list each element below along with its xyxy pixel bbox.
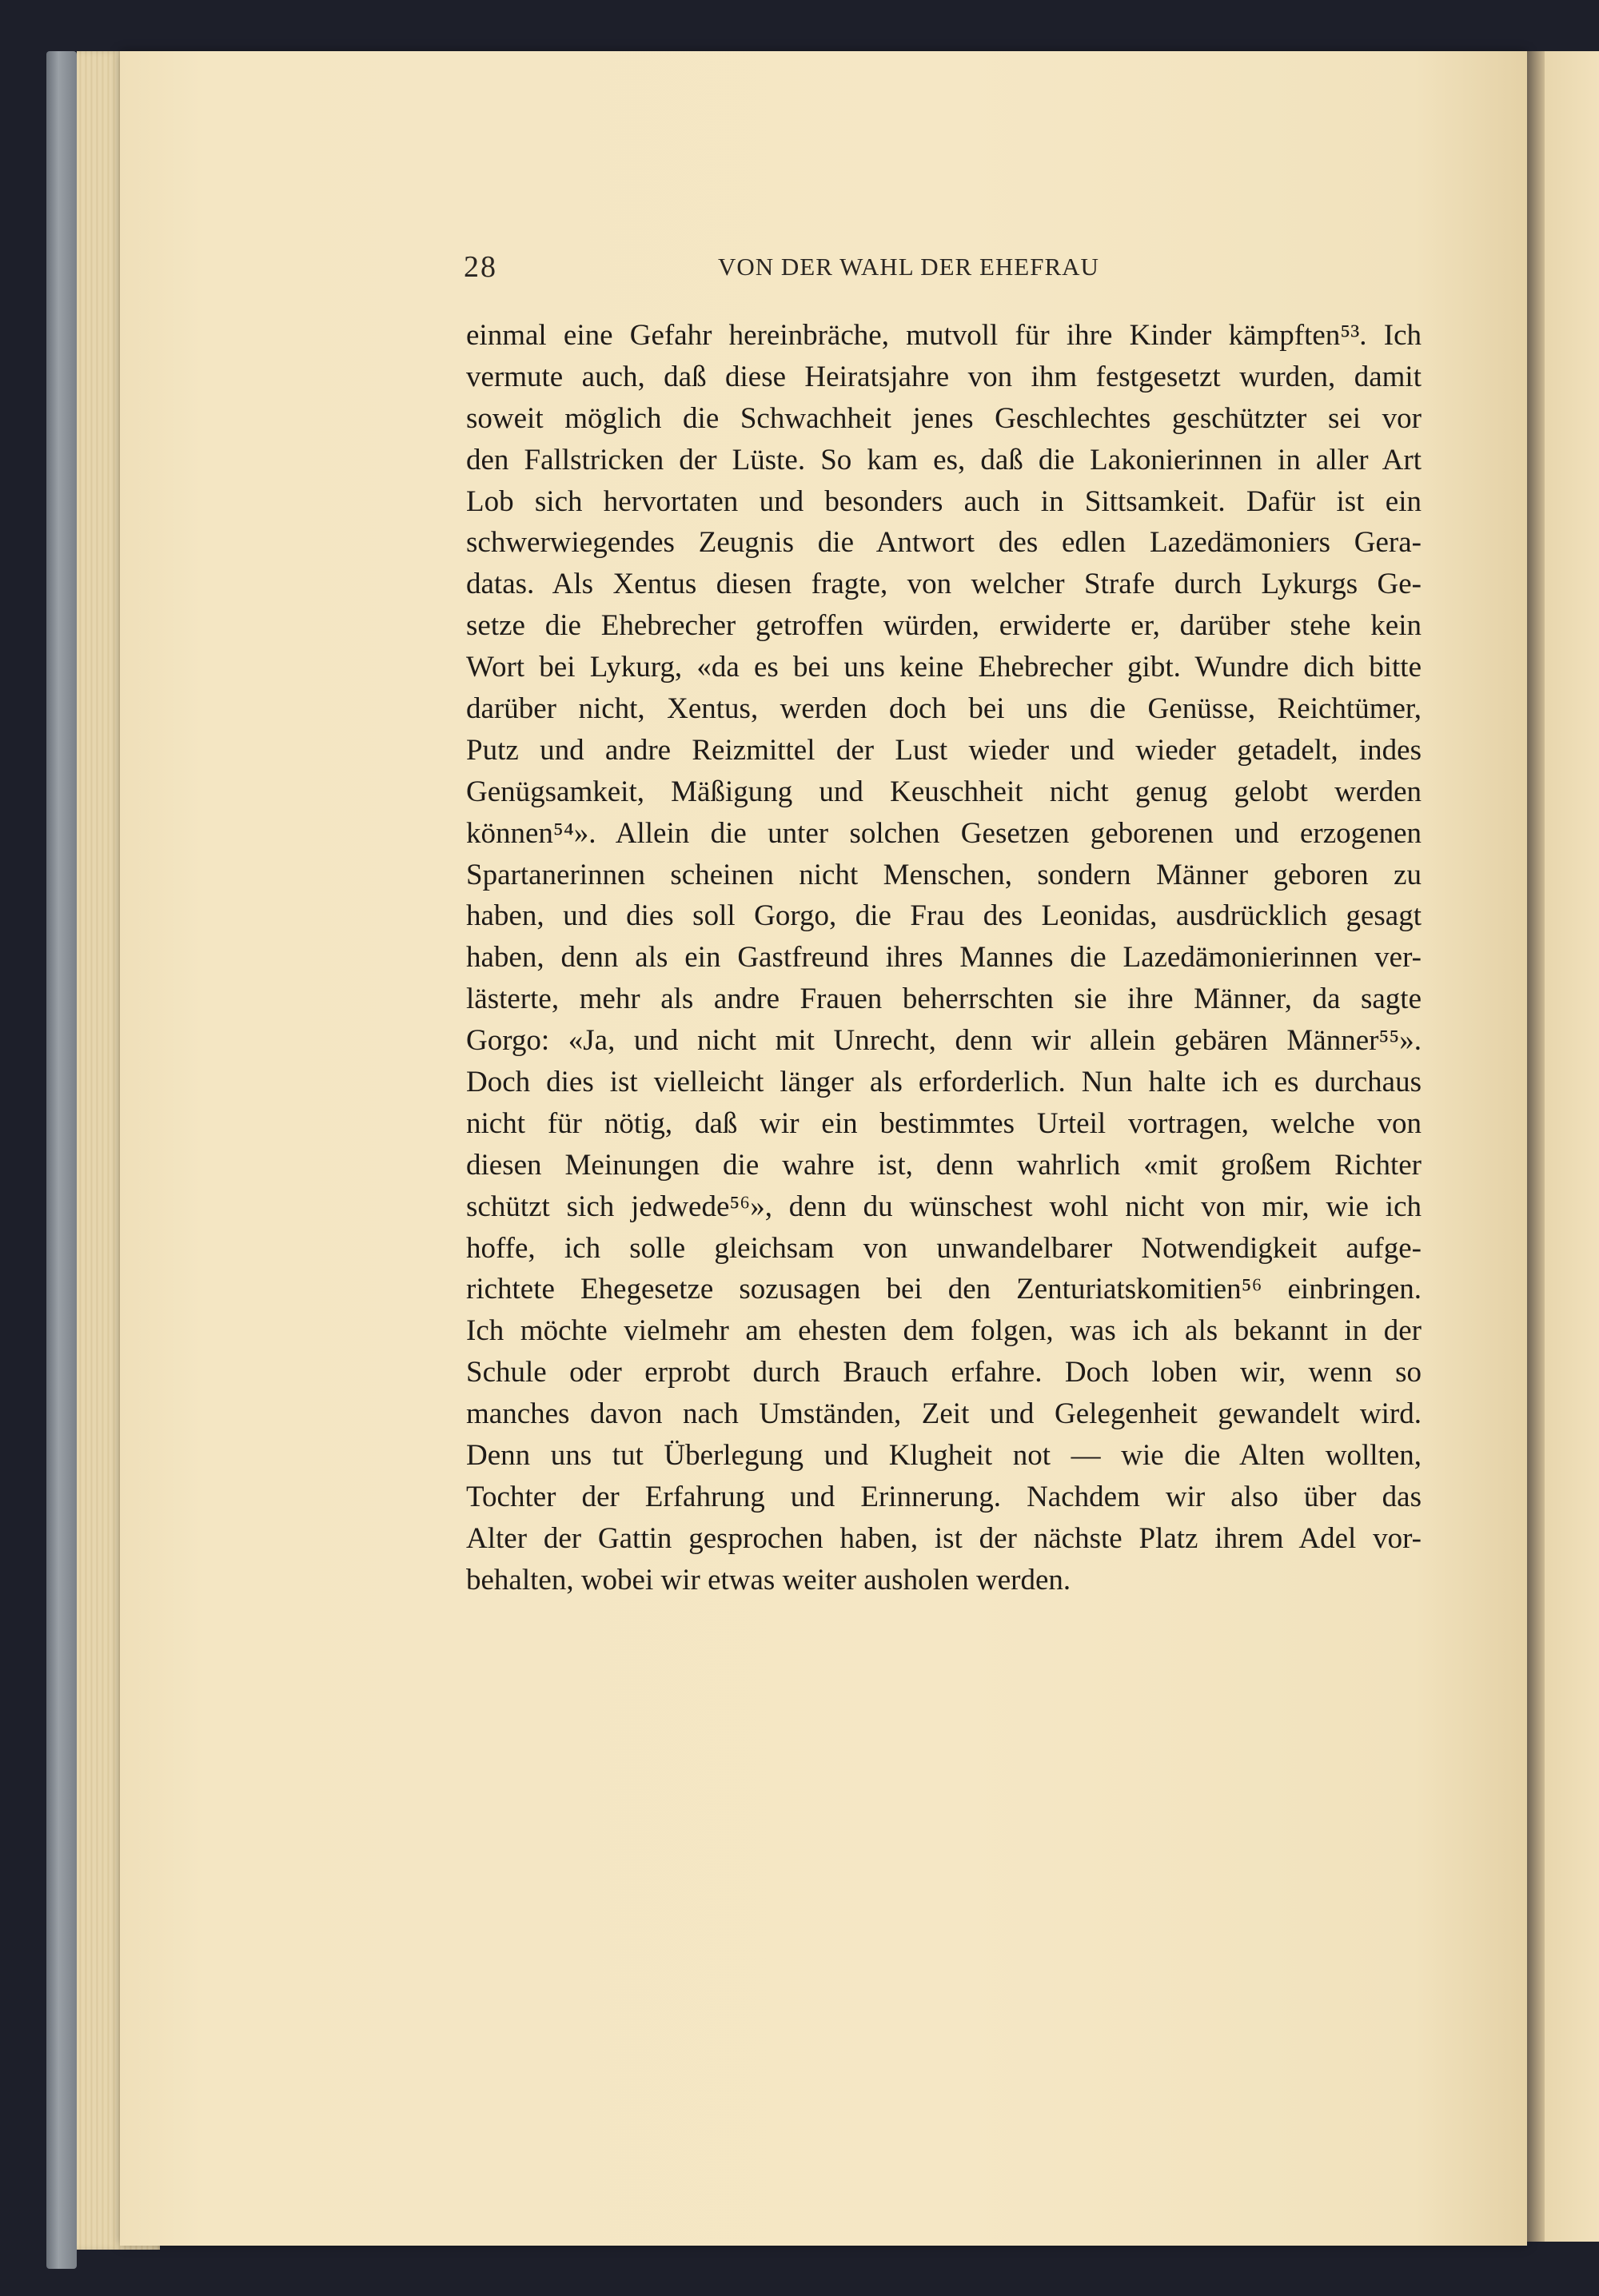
running-title: VON DER WAHL DER EHEFRAU [718,253,1099,281]
text-line: nicht für nötig, daß wir ein bestimmtes Urteil vortragen, welche von [466,1106,1422,1140]
text-line: den Fallstricken der Lüste. So kam es, daß die Lakonierinnen in aller Art [466,443,1422,476]
text-line: Wort bei Lykurg, «da es bei uns keine Ehebrecher gibt. Wundre dich bitte [466,651,1422,684]
text-line: schützt sich jedwede⁵⁶», denn du wünschest wohl nicht von mir, wie ich [466,1190,1422,1223]
body-text [466,315,1422,1601]
text-line: Doch dies ist vielleicht länger als erforderlich. Nun halte ich es durchaus [466,1066,1422,1099]
text-line: Schule oder erprobt durch Brauch erfahre. Doch loben wir, wenn so [466,1356,1422,1389]
book-gutter [1527,51,1545,2242]
text-line: soweit möglich die Schwachheit jenes Geschlechtes geschützter sei vor [466,401,1422,435]
text-line: haben, denn als ein Gastfreund ihres Mannes die Lazedämonierinnen ver- [466,941,1422,975]
text-line: Spartanerinnen scheinen nicht Menschen, sondern Männer geboren zu [466,858,1422,891]
text-line: richtete Ehegesetze sozusagen bei den Zenturiatskomitien⁵⁶ einbringen. [466,1273,1422,1306]
text-line: hoffe, ich solle gleichsam von unwandelbarer Notwendigkeit aufge- [466,1231,1422,1265]
facing-page-edge [1545,51,1599,2242]
text-line: lästerte, mehr als andre Frauen beherrschten sie ihre Männer, da sagte [466,983,1422,1016]
text-line: schwerwiegendes Zeugnis die Antwort des edlen Lazedämoniers Gera- [466,526,1422,560]
text-line: Lob sich hervortaten und besonders auch in Sittsamkeit. Dafür ist ein [466,484,1422,518]
text-line: Alter der Gattin gesprochen haben, ist der nächste Platz ihrem Adel vor- [466,1521,1422,1555]
text-line: Gorgo: «Ja, und nicht mit Unrecht, denn wir allein gebären Männer⁵⁵». [466,1024,1422,1058]
book-cover-edge [46,51,77,2269]
text-line: einmal eine Gefahr hereinbräche, mutvoll für ihre Kinder kämpften⁵³. Ich [466,319,1422,352]
text-line: diesen Meinungen die wahre ist, denn wahrlich «mit großem Richter [466,1148,1422,1182]
text-line: setze die Ehebrecher getroffen würden, erwiderte er, darüber stehe kein [466,609,1422,643]
text-line: datas. Als Xentus diesen fragte, von welcher Strafe durch Lykurgs Ge- [466,568,1422,601]
text-line: haben, und dies soll Gorgo, die Frau des Leonidas, ausdrücklich gesagt [466,899,1422,933]
text-line: behalten, wobei wir etwas weiter ausholen werden. [466,1563,1071,1596]
text-line: Genügsamkeit, Mäßigung und Keuschheit nicht genug gelobt werden [466,775,1422,808]
text-line: manches davon nach Umständen, Zeit und Gelegenheit gewandelt wird. [466,1397,1422,1431]
text-line: Denn uns tut Überlegung und Klugheit not — wie die Alten wollten, [466,1439,1422,1473]
text-line: können⁵⁴». Allein die unter solchen Gesetzen geborenen und erzogenen [466,816,1422,850]
page-number: 28 [464,250,497,284]
running-head [464,249,1423,289]
text-line: Tochter der Erfahrung und Erinnerung. Nachdem wir also über das [466,1480,1422,1513]
text-line: Putz und andre Reizmittel der Lust wieder und wieder getadelt, indes [466,733,1422,767]
text-line: vermute auch, daß diese Heiratsjahre von ihm festgesetzt wurden, damit [466,360,1422,393]
text-line: Ich möchte vielmehr am ehesten dem folgen, was ich als bekannt in der [466,1314,1422,1348]
text-line: darüber nicht, Xentus, werden doch bei uns die Genüsse, Reichtümer, [466,692,1422,726]
